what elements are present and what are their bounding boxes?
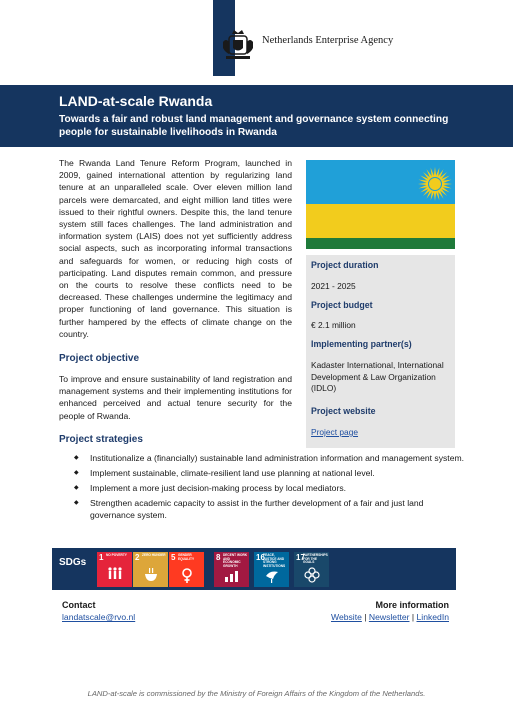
partners-label: Implementing partner(s) xyxy=(311,339,412,349)
sdg-label: PARTNERSHIPS FOR THE GOALS xyxy=(303,553,328,565)
bowl-icon xyxy=(143,566,159,584)
agency-name: Netherlands Enterprise Agency xyxy=(262,35,394,46)
flower-icon xyxy=(304,566,320,584)
sdg-badge-17 xyxy=(294,552,329,587)
more-info-label: More information xyxy=(375,600,449,610)
contact-label: Contact xyxy=(62,600,96,610)
rwanda-flag xyxy=(306,160,455,249)
footer-note: LAND-at-scale is commissioned by the Ministry of Foreign Affairs of the Kingdom of the Netherlands. xyxy=(87,689,426,698)
link-separator: | xyxy=(411,612,415,622)
link-separator: | xyxy=(364,612,367,622)
sdg-badge-16 xyxy=(254,552,289,587)
sdg-heading: SDGs xyxy=(59,557,87,568)
sdg-band xyxy=(52,548,456,590)
project-info-box xyxy=(306,255,455,448)
newsletter-link[interactable]: Newsletter xyxy=(368,612,410,622)
budget-label: Project budget xyxy=(311,300,373,310)
strategies-list xyxy=(68,452,468,524)
sdg-number: 2 xyxy=(135,553,140,562)
gender-icon xyxy=(179,566,195,584)
sdg-label: GENDER EQUALITY xyxy=(178,553,195,561)
list-item: ◆ Strengthen academic capacity to assist in the further development of a fair and just land governance system. xyxy=(68,497,468,521)
sdg-number: 1 xyxy=(99,553,104,562)
sdg-label: ZERO HUNGER xyxy=(142,553,166,557)
sdg-number: 16 xyxy=(256,553,265,562)
intro-paragraph: The Rwanda Land Tenure Reform Program, launched in 2009, gained international attention by regularizing land tenure at an unparalleled scale. Over eleven million land parcels were demarcated, and eight million land titles were issued to their rightful owners. Despite this, the land tenure system still faces challenges. The land administration and information system (LAIS) does not yet sufficiently address social aspects, such as incorporating informal transactions and safeguards for women, or reducing high costs of participating. Land disputes remain common, and pressure on the courts to resolve these conflicts need to be decreased. These challenges undermine the legitimacy and proper functioning of land governance. This situation is further hampered by the effects of climate change on the country. xyxy=(59,158,292,339)
linkedin-link[interactable]: LinkedIn xyxy=(416,612,449,622)
more-info-links xyxy=(331,612,449,622)
sdg-number: 8 xyxy=(216,553,221,562)
sdg-number: 5 xyxy=(171,553,176,562)
website-link[interactable]: Website xyxy=(330,612,362,622)
sdg-label: NO POVERTY xyxy=(106,553,127,557)
list-item: ◆ Implement a more just decision-making process by local mediators. xyxy=(68,482,468,494)
sun-icon xyxy=(417,166,453,202)
list-item: ◆ Institutionalize a (financially) sustainable land administration information and management system. xyxy=(68,452,468,464)
duration-value: 2021 - 2025 xyxy=(311,281,356,291)
sdg-number: 17 xyxy=(296,553,305,562)
royal-crest-icon xyxy=(220,28,256,64)
title-band xyxy=(0,85,513,147)
website-label: Project website xyxy=(311,406,376,416)
list-item: ◆ Implement sustainable, climate-resilient land use planning at national level. xyxy=(68,467,468,479)
sdg-badge-2 xyxy=(133,552,168,587)
objective-paragraph: To improve and ensure sustainability of land registration and management systems and their implementing institutions for enhanced perceived and actual tenure security for the people of Rwanda. xyxy=(59,374,292,421)
budget-value: € 2.1 million xyxy=(311,320,356,330)
page-subtitle: Towards a fair and robust land management and governance system connecting people for sustainable livelihoods in Rwanda xyxy=(59,114,449,138)
sdg-badge-8 xyxy=(214,552,249,587)
contact-email-link[interactable]: landatscale@rvo.nl xyxy=(62,612,136,622)
flag-yellow-stripe xyxy=(306,204,455,238)
sdg-badge-1 xyxy=(97,552,132,587)
page-title: LAND-at-scale Rwanda xyxy=(59,93,213,109)
flag-green-stripe xyxy=(306,238,455,249)
people-icon xyxy=(107,566,123,584)
growth-chart-icon xyxy=(224,566,240,584)
duration-label: Project duration xyxy=(311,260,379,270)
project-page-link[interactable]: Project page xyxy=(311,427,359,437)
sdg-badge-5 xyxy=(169,552,204,587)
sdg-label: DECENT WORK AND ECONOMIC GROWTH xyxy=(223,553,248,568)
dove-icon xyxy=(264,566,280,584)
strategies-heading: Project strategies xyxy=(59,434,143,445)
sdg-label: PEACE, JUSTICE AND STRONG INSTITUTIONS xyxy=(263,553,286,568)
partners-value: Kadaster International, International Development & Law Organization (IDLO) xyxy=(311,360,444,393)
objective-heading: Project objective xyxy=(59,353,140,364)
